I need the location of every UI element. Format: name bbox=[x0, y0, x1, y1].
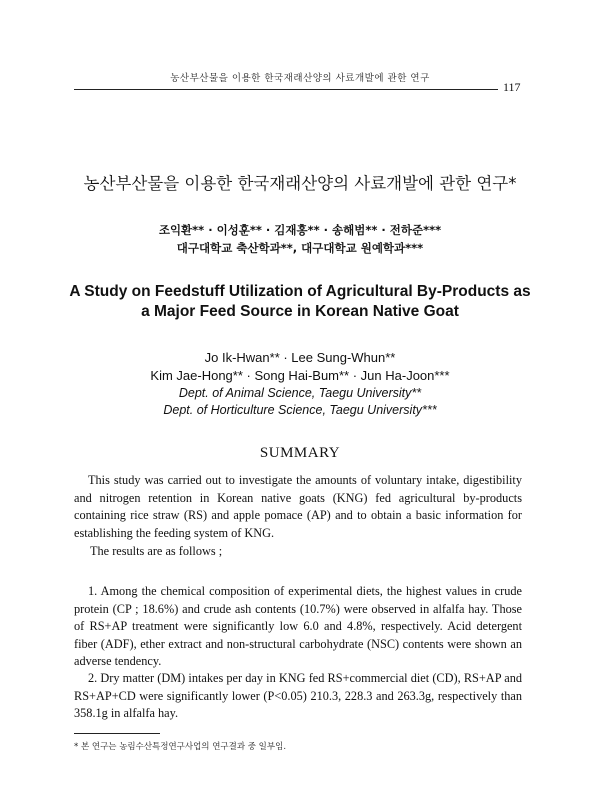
page-number: 117 bbox=[503, 80, 521, 94]
results-intro: The results are as follows ; bbox=[90, 544, 223, 558]
result-point-1: 1. Among the chemical composition of experimental diets, the highest values in crude protein (CP ; 18.6%) and crude ash contents (10.7%) were observed in alfalfa hay. Those of RS+AP treatment were significantly low 6.0 and 4.8%, respectively. Acid detergent fiber (ADF), ether extract and non-structural carbohydrate (NSC) contents were shown an adverse tendency. bbox=[74, 584, 522, 668]
english-authors bbox=[0, 349, 600, 385]
result-point-2: 2. Dry matter (DM) intakes per day in KNG fed RS+commercial diet (CD), RS+AP and RS+AP+CD were significantly lower (P<0.05) 210.3, 228.3 and 263.3g, respectively than 358.1g in alfalfa hay. bbox=[74, 671, 522, 720]
english-authors-line1: Jo Ik-Hwan** · Lee Sung-Whun** bbox=[204, 350, 396, 365]
summary-heading: SUMMARY bbox=[259, 445, 341, 461]
korean-title: 농산부산물을 이용한 한국재래산양의 사료개발에 관한 연구* bbox=[83, 174, 517, 193]
korean-authors: 조익환** · 이성훈** · 김재홍** · 송해범** · 전하준*** bbox=[158, 223, 442, 237]
footnote-rule bbox=[74, 733, 160, 734]
header-rule bbox=[74, 89, 498, 90]
english-title-line2: a Major Feed Source in Korean Native Goat bbox=[141, 303, 459, 320]
english-affiliations bbox=[0, 385, 600, 419]
english-affil-line1: Dept. of Animal Science, Taegu University** bbox=[178, 386, 422, 400]
footnote: * 본 연구는 농림수산특정연구사업의 연구결과 중 일부임. bbox=[74, 742, 287, 752]
english-title-line1: A Study on Feedstuff Utilization of Agricultural By-Products as bbox=[69, 283, 531, 300]
english-affil-line2: Dept. of Horticulture Science, Taegu University*** bbox=[163, 403, 437, 417]
summary-intro-paragraph: This study was carried out to investigate the amounts of voluntary intake, digestibility and nitrogen retention in Korean native goats (KNG) fed agricultural by-products containing rice straw (RS) and apple pomace (AP) and to obtain a basic information for establishing the feeding system of KNG. bbox=[74, 473, 522, 540]
running-head: 농산부산물을 이용한 한국재래산양의 사료개발에 관한 연구 bbox=[170, 73, 430, 84]
korean-affiliations: 대구대학교 축산학과**, 대구대학교 원예학과*** bbox=[176, 241, 424, 255]
english-title bbox=[0, 282, 600, 322]
english-authors-line2: Kim Jae-Hong** · Song Hai-Bum** · Jun Ha-Joon*** bbox=[150, 368, 450, 383]
